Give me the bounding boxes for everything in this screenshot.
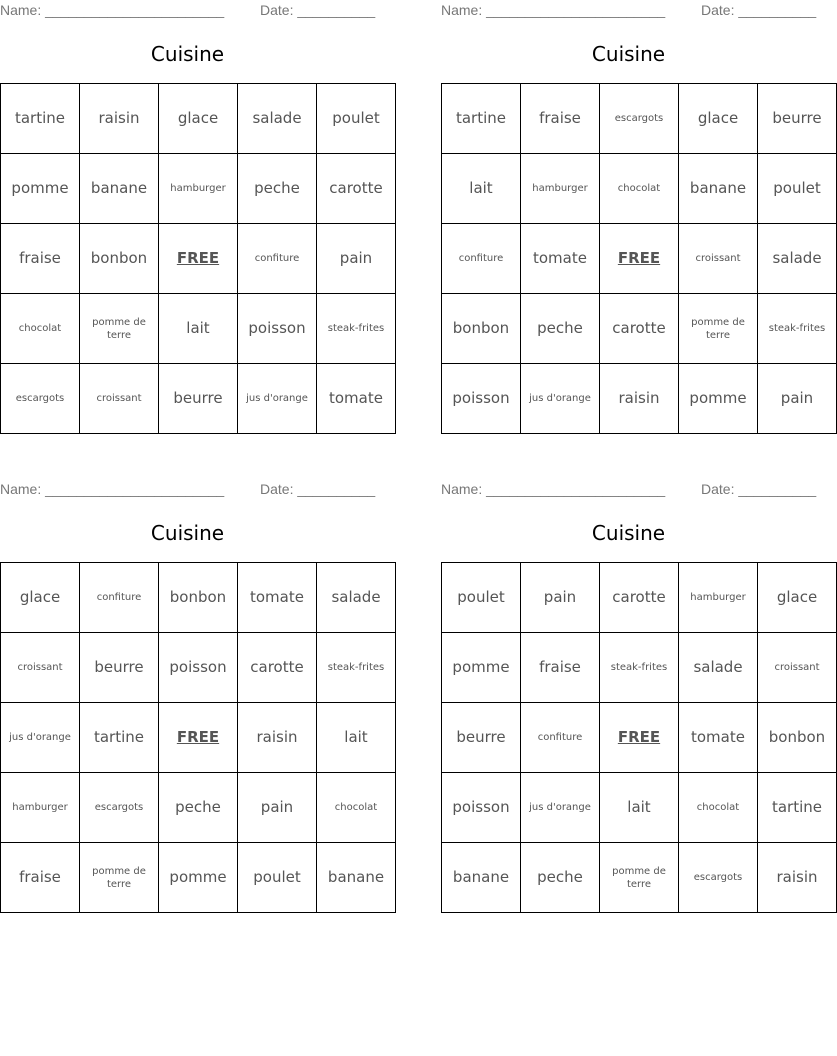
grid-cell: fraise <box>1 224 80 294</box>
date-field-label: Date: __________ <box>260 2 376 18</box>
grid-cell: chocolat <box>600 154 679 224</box>
grid-cell: lait <box>159 294 238 364</box>
grid-row <box>442 703 837 773</box>
grid-cell: pain <box>758 364 837 434</box>
grid-row <box>442 294 837 364</box>
grid-cell: pomme de terre <box>679 294 758 364</box>
grid-cell: tartine <box>1 84 80 154</box>
grid-row <box>1 224 396 294</box>
grid-cell: carotte <box>600 563 679 633</box>
grid-cell: raisin <box>238 703 317 773</box>
date-field-label: Date: __________ <box>701 2 817 18</box>
grid-cell: pain <box>317 224 396 294</box>
grid-cell: confiture <box>238 224 317 294</box>
free-space-cell: FREE <box>600 703 679 773</box>
grid-cell: glace <box>679 84 758 154</box>
grid-cell: hamburger <box>159 154 238 224</box>
grid-cell: pomme <box>679 364 758 434</box>
name-field-label: Name: _______________________ <box>0 2 225 18</box>
grid-cell: poulet <box>238 843 317 913</box>
grid-cell: steak-frites <box>317 633 396 703</box>
grid-row <box>442 773 837 843</box>
grid-cell: salade <box>758 224 837 294</box>
grid-cell: salade <box>317 563 396 633</box>
grid-cell: chocolat <box>317 773 396 843</box>
grid-cell: carotte <box>600 294 679 364</box>
grid-cell: beurre <box>159 364 238 434</box>
grid-cell: pomme <box>159 843 238 913</box>
grid-cell: escargots <box>600 84 679 154</box>
bingo-grid <box>441 562 837 913</box>
grid-cell: jus d'orange <box>1 703 80 773</box>
grid-cell: tartine <box>442 84 521 154</box>
grid-cell: tomate <box>679 703 758 773</box>
date-field-label: Date: __________ <box>260 481 376 497</box>
grid-cell: escargots <box>679 843 758 913</box>
free-space-cell: FREE <box>159 703 238 773</box>
grid-cell: banane <box>317 843 396 913</box>
grid-cell: fraise <box>1 843 80 913</box>
name-field-label: Name: _______________________ <box>0 481 225 497</box>
bingo-grid <box>0 562 396 913</box>
name-field-label: Name: _______________________ <box>441 481 666 497</box>
grid-row <box>442 154 837 224</box>
grid-cell: lait <box>600 773 679 843</box>
grid-cell: escargots <box>80 773 159 843</box>
grid-row <box>1 294 396 364</box>
grid-row <box>442 224 837 294</box>
grid-cell: beurre <box>758 84 837 154</box>
grid-cell: pain <box>521 563 600 633</box>
grid-row <box>442 364 837 434</box>
grid-cell: salade <box>238 84 317 154</box>
bingo-grid <box>0 83 396 434</box>
grid-cell: tomate <box>521 224 600 294</box>
grid-cell: peche <box>159 773 238 843</box>
grid-cell: bonbon <box>159 563 238 633</box>
grid-cell: carotte <box>238 633 317 703</box>
grid-cell: salade <box>679 633 758 703</box>
grid-cell: chocolat <box>1 294 80 364</box>
grid-cell: jus d'orange <box>521 773 600 843</box>
grid-cell: poisson <box>442 773 521 843</box>
grid-cell: croissant <box>679 224 758 294</box>
grid-cell: confiture <box>442 224 521 294</box>
grid-cell: poulet <box>317 84 396 154</box>
card-title: Cuisine <box>150 521 225 545</box>
card-header <box>441 481 816 499</box>
grid-cell: tomate <box>317 364 396 434</box>
grid-cell: pomme <box>442 633 521 703</box>
grid-cell: pomme de terre <box>80 843 159 913</box>
grid-cell: raisin <box>758 843 837 913</box>
grid-cell: banane <box>442 843 521 913</box>
grid-cell: raisin <box>80 84 159 154</box>
bingo-card-1 <box>0 0 385 434</box>
grid-cell: poulet <box>758 154 837 224</box>
bingo-card-3 <box>0 479 385 913</box>
grid-cell: poisson <box>442 364 521 434</box>
grid-cell: beurre <box>442 703 521 773</box>
grid-cell: lait <box>317 703 396 773</box>
bingo-grid <box>441 83 837 434</box>
grid-row <box>442 84 837 154</box>
bingo-card-2 <box>441 0 826 434</box>
grid-cell: chocolat <box>679 773 758 843</box>
grid-cell: raisin <box>600 364 679 434</box>
grid-cell: confiture <box>521 703 600 773</box>
bingo-card-4 <box>441 479 826 913</box>
grid-cell: hamburger <box>1 773 80 843</box>
grid-cell: steak-frites <box>758 294 837 364</box>
grid-cell: croissant <box>1 633 80 703</box>
grid-cell: steak-frites <box>600 633 679 703</box>
card-title: Cuisine <box>150 42 225 66</box>
grid-cell: glace <box>159 84 238 154</box>
card-header <box>0 481 375 499</box>
grid-cell: peche <box>521 843 600 913</box>
card-title: Cuisine <box>591 42 666 66</box>
grid-cell: bonbon <box>80 224 159 294</box>
grid-cell: bonbon <box>442 294 521 364</box>
grid-row <box>1 703 396 773</box>
grid-row <box>1 563 396 633</box>
grid-cell: hamburger <box>521 154 600 224</box>
date-field-label: Date: __________ <box>701 481 817 497</box>
grid-row <box>442 843 837 913</box>
grid-cell: peche <box>521 294 600 364</box>
grid-cell: banane <box>679 154 758 224</box>
grid-row <box>442 633 837 703</box>
grid-cell: poulet <box>442 563 521 633</box>
grid-cell: croissant <box>80 364 159 434</box>
card-title: Cuisine <box>591 521 666 545</box>
grid-cell: poisson <box>238 294 317 364</box>
name-field-label: Name: _______________________ <box>441 2 666 18</box>
grid-cell: pomme <box>1 154 80 224</box>
grid-cell: jus d'orange <box>238 364 317 434</box>
grid-cell: fraise <box>521 84 600 154</box>
grid-cell: banane <box>80 154 159 224</box>
grid-row <box>1 154 396 224</box>
grid-cell: tartine <box>758 773 837 843</box>
free-space-cell: FREE <box>159 224 238 294</box>
grid-cell: tomate <box>238 563 317 633</box>
grid-cell: lait <box>442 154 521 224</box>
grid-cell: fraise <box>521 633 600 703</box>
grid-cell: peche <box>238 154 317 224</box>
grid-cell: escargots <box>1 364 80 434</box>
grid-row <box>1 84 396 154</box>
grid-cell: glace <box>1 563 80 633</box>
grid-row <box>442 563 837 633</box>
card-header <box>0 2 375 20</box>
grid-cell: bonbon <box>758 703 837 773</box>
grid-cell: confiture <box>80 563 159 633</box>
grid-row <box>1 364 396 434</box>
grid-cell: pomme de terre <box>600 843 679 913</box>
grid-cell: pomme de terre <box>80 294 159 364</box>
grid-cell: tartine <box>80 703 159 773</box>
grid-cell: beurre <box>80 633 159 703</box>
grid-cell: croissant <box>758 633 837 703</box>
grid-cell: carotte <box>317 154 396 224</box>
card-header <box>441 2 816 20</box>
grid-row <box>1 633 396 703</box>
grid-cell: hamburger <box>679 563 758 633</box>
grid-cell: poisson <box>159 633 238 703</box>
grid-cell: glace <box>758 563 837 633</box>
grid-cell: steak-frites <box>317 294 396 364</box>
grid-cell: pain <box>238 773 317 843</box>
grid-cell: jus d'orange <box>521 364 600 434</box>
grid-row <box>1 843 396 913</box>
grid-row <box>1 773 396 843</box>
free-space-cell: FREE <box>600 224 679 294</box>
